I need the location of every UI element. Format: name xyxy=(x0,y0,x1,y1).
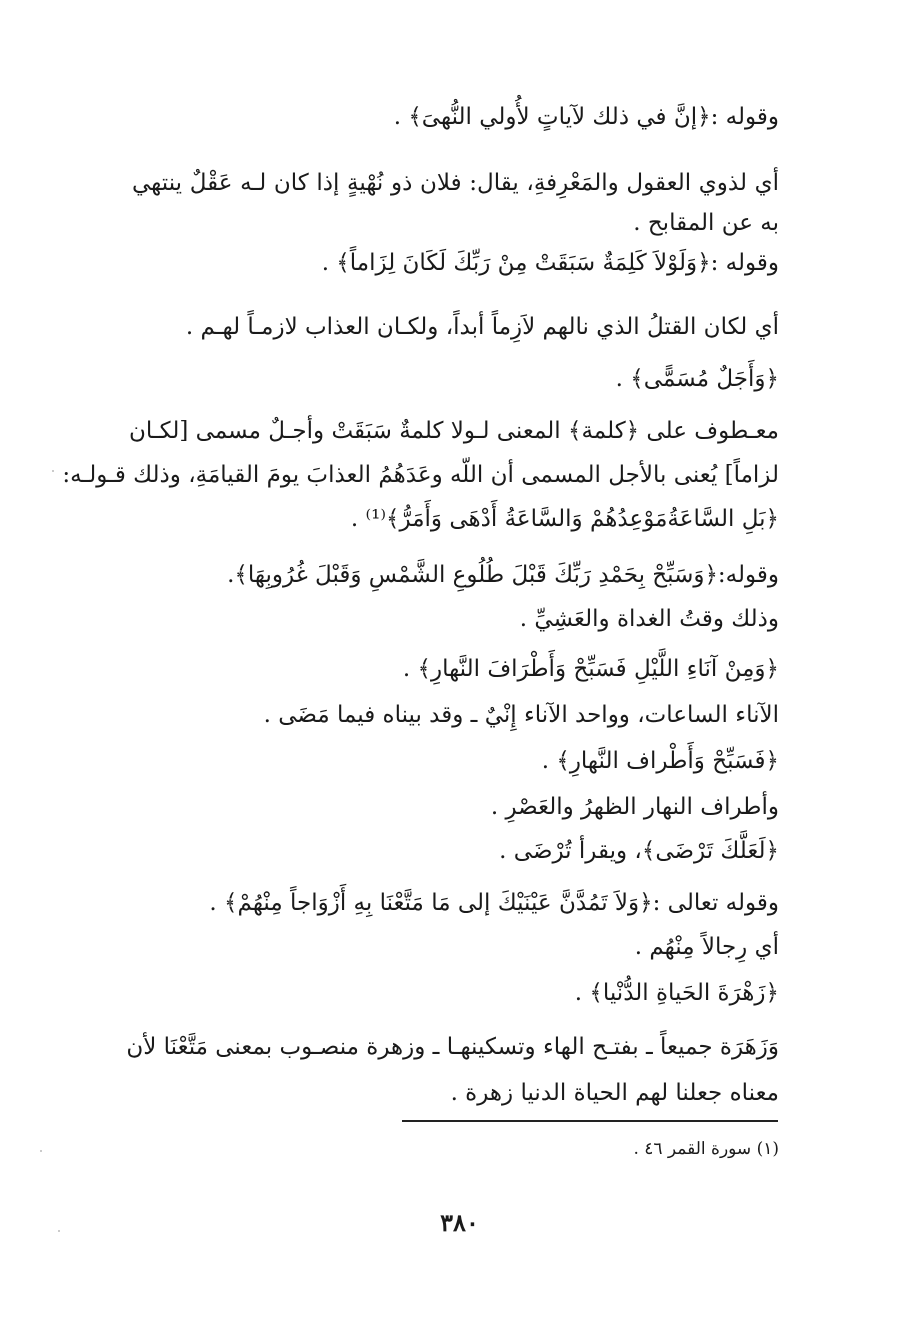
scan-speck xyxy=(52,470,54,472)
text-line-2: أي لذوي العقول والمَعْرِفةِ، يقال: فلان ذو نُهْيةٍ إذا كان لـه عَقْلٌ ينتهي xyxy=(132,170,779,196)
text-line-5: أي لكان القتلُ الذي نالهم لاَزِماً أبداً، ولكـان العذاب لازمـاً لهـم . xyxy=(185,314,779,340)
text-line-21: معناه جعلنا لهم الحياة الدنيا زهرة . xyxy=(450,1080,779,1106)
scan-speck xyxy=(58,1230,60,1232)
text-line-20: وَزَهَرَة جميعاً ـ بفتـح الهاء وتسكينهـا ـ وزهرة منصـوب بمعنى مَتَّعْنَا لأن xyxy=(126,1034,779,1060)
text-line-14: ﴿فَسَبِّحْ وَأَطْراف النَّهارِ﴾ . xyxy=(541,748,779,774)
footnote-divider xyxy=(402,1120,778,1122)
text-line-18: أي رِجالاً مِنْهُم . xyxy=(634,934,779,960)
text-line-3: به عن المقابح . xyxy=(633,210,779,236)
text-line-11: وذلك وقتُ الغداة والعَشِيِّ . xyxy=(519,606,779,632)
page-number: ٣٨٠ xyxy=(440,1208,479,1237)
text-line-6: ﴿وَأَجَلٌ مُسَمًّى﴾ . xyxy=(615,366,779,392)
scan-speck xyxy=(40,1150,42,1152)
text-line-16: ﴿لَعَلَّكَ تَرْضَى﴾، ويقرأ تُرْضَى . xyxy=(499,838,779,864)
text-line-8: لزاماً] يُعنى بالأجل المسمى أن اللّه وعَدَهُمُ العذابَ يومَ القيامَةِ، وذلك قـولـه: xyxy=(62,462,779,488)
text-line-12: ﴿وَمِنْ آنَاءِ اللَّيْلِ فَسَبِّحْ وَأَطْرَافَ النَّهارِ﴾ . xyxy=(402,656,779,682)
text-line-7: معـطوف على ﴿كلمة﴾ المعنى لـولا كلمةٌ سَبَقَتْ وأجـلٌ مسمى [لكـان xyxy=(129,418,779,444)
text-line-10: وقوله:﴿وَسَبِّحْ بِحَمْدِ رَبِّكَ قَبْلَ طُلُوعِ الشَّمْسِ وَقَبْلَ غُرُوبِهَا﴾. xyxy=(227,562,779,588)
text-line-1: وقوله :﴿إنَّ في ذلك لآياتٍ لأُولي النُّهىَ﴾ . xyxy=(393,104,779,130)
text-line-15: وأطراف النهار الظهرُ والعَصْرِ . xyxy=(490,794,779,820)
text-line-19: ﴿زَهْرَةَ الحَياةِ الدُّنْيا﴾ . xyxy=(574,980,779,1006)
text-line-13: الآناء الساعات، وواحد الآناء إِنْيٌ ـ وقد بيناه فيما مَضَى . xyxy=(263,702,779,728)
text-line-9: ﴿بَلِ السَّاعَةُمَوْعِدُهُمْ وَالسَّاعَةُ أَدْهَى وَأَمَرُّ﴾⁽¹⁾ . xyxy=(350,506,779,532)
footnote: (١) سورة القمر ٤٦ . xyxy=(633,1139,779,1159)
text-line-17: وقوله تعالى :﴿وَلاَ تَمُدَّنَّ عَيْنَيْكَ إلى مَا مَتَّعْنَا بِهِ أَزْوَاجاً مِنْهُمْ﴾ . xyxy=(209,890,779,916)
text-line-4: وقوله :﴿وَلَوْلاَ كَلِمَةٌ سَبَقَتْ مِنْ رَبِّكَ لَكَانَ لِزَاماً﴾ . xyxy=(321,250,779,276)
